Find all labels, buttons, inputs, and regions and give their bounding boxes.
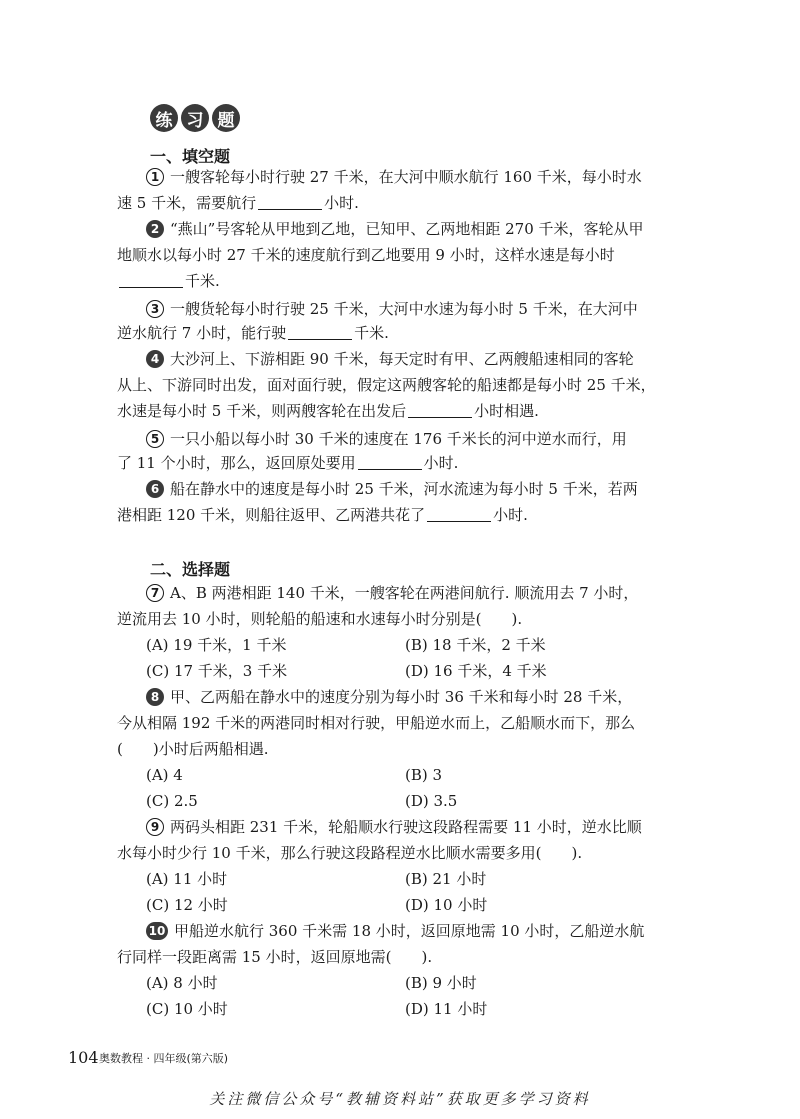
question-number: 6	[146, 480, 164, 498]
question-9-cont: 水每小时少行 10 千米，那么行驶这段路程逆水比顺水需要多用( ).	[117, 844, 583, 862]
question-7-cont: 逆流用去 10 小时，则轮船的船速和水速每小时分别是( ).	[117, 610, 523, 628]
option-b: (B) 3	[405, 766, 443, 784]
question-5: 5 一只小船以每小时 30 千米的速度在 176 千米长的河中逆水而行，用	[146, 428, 627, 450]
answer-blank	[427, 507, 491, 522]
option-d: (D) 11 小时	[405, 1000, 488, 1018]
question-number: 10	[146, 922, 168, 940]
option-c: (C) 12 小时	[146, 896, 228, 914]
option-c: (C) 2.5	[146, 792, 198, 810]
question-1-cont: 速 5 千米，需要航行 小时.	[117, 194, 359, 212]
question-9: 9 两码头相距 231 千米，轮船顺水行驶这段路程需要 11 小时，逆水比顺	[146, 816, 642, 838]
option-a: (A) 11 小时	[146, 870, 228, 888]
answer-blank	[119, 273, 183, 288]
question-10: 10 甲船逆水航行 360 千米需 18 小时，返回原地需 10 小时，乙船逆水航	[146, 920, 644, 942]
title-char: 题	[212, 104, 240, 132]
question-number: 7	[146, 584, 164, 602]
option-b: (B) 18 千米，2 千米	[405, 636, 546, 654]
question-4: 4 大沙河上、下游相距 90 千米，每天定时有甲、乙两艘船速相同的客轮	[146, 348, 634, 370]
watermark-text: 关注微信公众号“教辅资料站”获取更多学习资料	[209, 1090, 591, 1108]
question-2: 2 “燕山”号客轮从甲地到乙地，已知甲、乙两地相距 270 千米，客轮从甲	[146, 218, 644, 240]
question-5-cont: 了 11 个小时，那么，返回原处要用 小时.	[117, 454, 459, 472]
answer-blank	[288, 325, 352, 340]
question-6: 6 船在静水中的速度是每小时 25 千米，河水流速为每小时 5 千米，若两	[146, 478, 638, 500]
question-2-cont: 地顺水以每小时 27 千米的速度航行到乙地要用 9 小时，这样水速是每小时	[117, 246, 615, 264]
option-a: (A) 19 千米，1 千米	[146, 636, 287, 654]
option-a: (A) 8 小时	[146, 974, 218, 992]
question-10-cont: 行同样一段距离需 15 小时，返回原地需( ).	[117, 948, 433, 966]
answer-blank	[408, 403, 472, 418]
question-8-cont: 今从相隔 192 千米的两港同时相对行驶，甲船逆水而上，乙船顺水而下，那么	[117, 714, 636, 732]
section-fill-blank-heading: 一、填空题	[150, 147, 231, 166]
option-d: (D) 10 小时	[405, 896, 488, 914]
option-c: (C) 17 千米，3 千米	[146, 662, 288, 680]
question-4-cont: 从上、下游同时出发，面对面行驶，假定这两艘客轮的船速都是每小时 25 千米，	[117, 376, 656, 394]
question-number: 1	[146, 168, 164, 186]
option-d: (D) 16 千米，4 千米	[405, 662, 547, 680]
question-6-cont: 港相距 120 千米，则船往返甲、乙两港共花了 小时.	[117, 506, 528, 524]
question-number: 9	[146, 818, 164, 836]
question-7: 7 A、B 两港相距 140 千米，一艘客轮在两港间航行. 顺流用去 7 小时，	[146, 582, 638, 604]
page-number: 104	[68, 1048, 99, 1067]
option-a: (A) 4	[146, 766, 183, 784]
question-number: 3	[146, 300, 164, 318]
answer-blank	[258, 195, 322, 210]
question-3-cont: 逆水航行 7 小时，能行驶 千米.	[117, 324, 389, 342]
section-multiple-choice-heading: 二、选择题	[150, 560, 231, 579]
title-char: 练	[150, 104, 178, 132]
question-3: 3 一艘货轮每小时行驶 25 千米，大河中水速为每小时 5 千米，在大河中	[146, 298, 638, 320]
question-8-cont: ( )小时后两船相遇.	[117, 740, 269, 758]
option-d: (D) 3.5	[405, 792, 458, 810]
question-number: 5	[146, 430, 164, 448]
option-b: (B) 21 小时	[405, 870, 487, 888]
answer-blank	[358, 455, 422, 470]
question-number: 4	[146, 350, 164, 368]
question-number: 8	[146, 688, 164, 706]
exercise-title	[150, 104, 240, 132]
option-c: (C) 10 小时	[146, 1000, 228, 1018]
question-number: 2	[146, 220, 164, 238]
question-2-cont: 千米.	[117, 270, 220, 292]
question-4-cont: 水速是每小时 5 千米，则两艘客轮在出发后 小时相遇.	[117, 402, 539, 420]
option-b: (B) 9 小时	[405, 974, 477, 992]
question-8: 8 甲、乙两船在静水中的速度分别为每小时 36 千米和每小时 28 千米，	[146, 686, 632, 708]
title-char: 习	[181, 104, 209, 132]
book-title: 奥数教程 · 四年级(第六版)	[99, 1052, 229, 1065]
question-1: 1 一艘客轮每小时行驶 27 千米，在大河中顺水航行 160 千米，每小时水	[146, 166, 642, 188]
